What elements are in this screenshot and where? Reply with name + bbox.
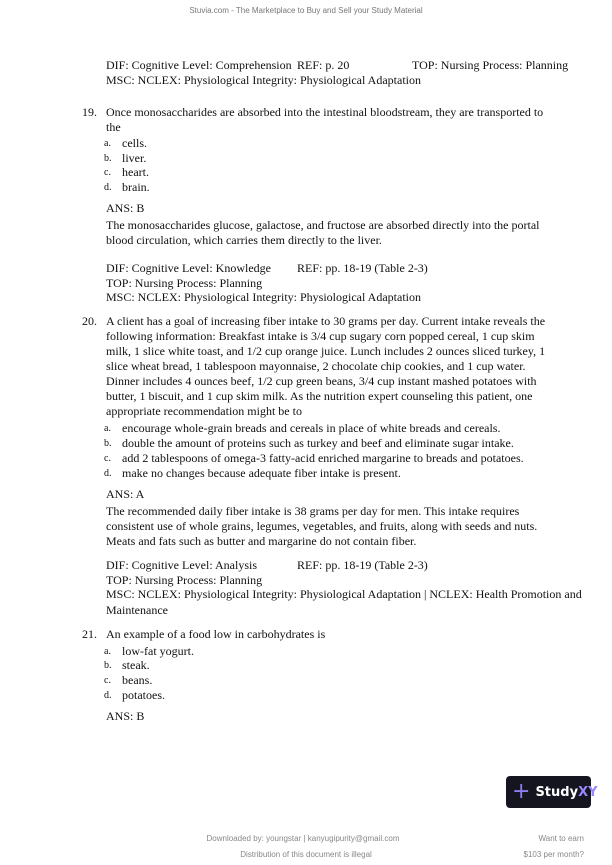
option-text: potatoes. [122,688,165,702]
option-letter: a. [104,138,111,149]
option-text: brain. [122,180,150,194]
option-letter: c. [104,675,111,686]
option-letter: a. [104,646,111,657]
meta-dif: DIF: Cognitive Level: Analysis [106,558,257,572]
studyxy-button[interactable] [506,776,598,808]
question-stem: Once monosaccharides are absorbed into the intestinal bloodstream, they are transported to [106,105,544,119]
option-text: make no changes because adequate fiber intake is present. [122,466,401,480]
option-text: steak. [122,658,150,672]
option-letter: a. [104,423,111,434]
option-letter: d. [104,468,112,479]
footer-downloaded: Downloaded by: youngstar | kanyugipurity@gmail.com [206,834,400,843]
meta-dif: DIF: Cognitive Level: Knowledge [106,261,271,275]
explanation: The monosaccharides glucose, galactose, and fructose are absorbed directly into the portal [106,218,540,232]
meta-top: TOP: Nursing Process: Planning [106,573,263,587]
question-number: 19. [82,105,97,119]
meta-msc: MSC: NCLEX: Physiological Integrity: Physiological Adaptation [106,73,421,87]
explanation: consistent use of whole grains, legumes, vegetables, and fruits, along with seeds and nuts. [106,519,538,533]
explanation: blood circulation, which carries them directly to the liver. [106,233,382,247]
footer-distribution: Distribution of this document is illegal [240,850,372,859]
question-stem: An example of a food low in carbohydrates is [106,627,326,641]
option-letter: b. [104,438,112,449]
explanation: The recommended daily fiber intake is 38 grams per day for men. This intake requires [106,504,520,518]
question-stem: the [106,120,121,134]
meta-ref: REF: pp. 18-19 (Table 2-3) [297,558,428,572]
question-number: 20. [82,314,97,328]
option-letter: b. [104,153,112,164]
footer-earn-link[interactable]: Want to earn [538,834,584,843]
question-stem: A client has a goal of increasing fiber intake to 30 grams per day. Current intake reveals the [106,314,546,328]
question-stem: following information: Breakfast intake is 3/4 cup sugary corn popped cereal, 1 cup skim [106,329,535,343]
option-text: beans. [122,673,153,687]
option-letter: b. [104,660,112,671]
question-stem: appropriate recommendation might be to [106,404,302,418]
plus-icon: + [512,779,531,804]
option-text: heart. [122,165,149,179]
meta-msc: MSC: NCLEX: Physiological Integrity: Physiological Adaptation | NCLEX: Health Promotion and [106,587,582,601]
question-number: 21. [82,627,97,641]
meta-ref: REF: p. 20 [297,58,350,72]
answer: ANS: B [106,201,145,215]
meta-top: TOP: Nursing Process: Planning [412,58,569,72]
page-header: Stuvia.com - The Marketplace to Buy and Sell your Study Material [189,6,423,15]
explanation: Meats and fats such as butter and margarine do not contain fiber. [106,534,417,548]
meta-top: TOP: Nursing Process: Planning [106,276,263,290]
option-text: encourage whole-grain breads and cereals in place of white breads and cereals. [122,421,501,435]
option-text: cells. [122,136,147,150]
option-text: add 2 tablespoons of omega-3 fatty-acid enriched margarine to breads and potatoes. [122,451,524,465]
option-letter: c. [104,453,111,464]
option-text: low-fat yogurt. [122,644,194,658]
question-stem: milk, 1 slice white toast, and 1/2 cup orange juice. Lunch includes 2 ounces sliced turkey, 1 [106,344,546,358]
option-letter: c. [104,167,111,178]
meta-dif: DIF: Cognitive Level: Comprehension [106,58,292,72]
option-text: liver. [122,151,147,165]
option-text: double the amount of proteins such as turkey and beef and eliminate sugar intake. [122,436,514,450]
option-letter: d. [104,690,112,701]
footer-earn-link[interactable]: $103 per month? [523,850,584,859]
meta-ref: REF: pp. 18-19 (Table 2-3) [297,261,428,275]
answer: ANS: A [106,487,145,501]
meta-msc: Maintenance [106,603,168,617]
answer: ANS: B [106,709,145,723]
question-stem: Dinner includes 4 ounces beef, 1/2 cup green beans, 3/4 cup instant mashed potatoes with [106,374,537,388]
meta-msc: MSC: NCLEX: Physiological Integrity: Physiological Adaptation [106,290,421,304]
question-stem: butter, 1 biscuit, and 1 cup skim milk. As the nutrition expert counseling this patient, one [106,389,533,403]
option-letter: d. [104,182,112,193]
badge-label: StudyXY [535,784,598,800]
question-stem: slice wheat bread, 1 tablespoon mayonnaise, 2 chocolate chip cookies, and 1 cup water. [106,359,526,373]
